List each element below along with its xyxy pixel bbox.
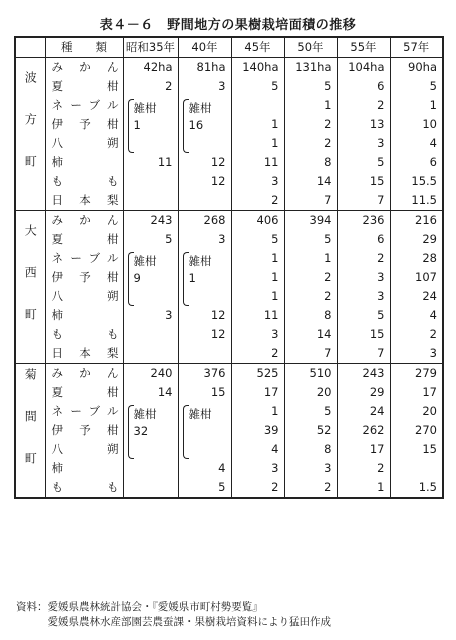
area-cell: 29 — [390, 230, 443, 249]
fruit-name: ネーブル — [45, 249, 123, 268]
area-cell: 236 — [337, 211, 390, 231]
area-cell: 7 — [337, 191, 390, 211]
area-cell: 2 — [284, 478, 337, 498]
zakkan-value: 1 — [133, 118, 141, 132]
area-cell: 1 — [284, 96, 337, 115]
area-cell: 394 — [284, 211, 337, 231]
header-year: 40年 — [178, 37, 231, 58]
area-cell: 131ha — [284, 58, 337, 78]
area-cell: 2 — [337, 459, 390, 478]
area-cell: 1 — [337, 478, 390, 498]
fruit-name: 八朔 — [45, 287, 123, 306]
area-cell: 140ha — [231, 58, 284, 78]
area-cell: 2 — [231, 191, 284, 211]
area-cell: 5 — [284, 230, 337, 249]
header-year: 昭和35年 — [123, 37, 178, 58]
area-cell: 5 — [231, 230, 284, 249]
area-cell: 1 — [231, 287, 284, 306]
zakkan-label: 雑柑 — [188, 101, 212, 115]
header-corner — [15, 37, 45, 58]
area-cell — [178, 402, 231, 459]
area-cell: 15 — [178, 383, 231, 402]
zakkan-label: 雑柑 — [133, 407, 157, 421]
area-cell: 7 — [284, 344, 337, 364]
area-cell: 15.5 — [390, 172, 443, 191]
area-cell: 4 — [390, 306, 443, 325]
area-cell — [178, 191, 231, 211]
area-cell — [123, 191, 178, 211]
fruit-name: 夏柑 — [45, 77, 123, 96]
area-cell: 20 — [284, 383, 337, 402]
area-cell: 1 — [231, 402, 284, 421]
header-year: 45年 — [231, 37, 284, 58]
fruit-name: 伊予柑 — [45, 268, 123, 287]
area-cell: 3 — [284, 459, 337, 478]
area-cell: 2 — [284, 134, 337, 153]
fruit-name: もも — [45, 172, 123, 191]
area-cell: 3 — [337, 287, 390, 306]
area-cell: 1 — [231, 268, 284, 287]
area-cell: 15 — [337, 172, 390, 191]
area-cell — [123, 344, 178, 364]
area-cell: 11.5 — [390, 191, 443, 211]
area-cell: 17 — [231, 383, 284, 402]
town-label: 菊間町 — [15, 364, 45, 499]
table-row — [15, 383, 443, 402]
area-cell: 12 — [178, 172, 231, 191]
area-cell: 270 — [390, 421, 443, 440]
area-cell: 5 — [284, 402, 337, 421]
source-footnote — [16, 600, 331, 630]
area-cell: 5 — [337, 153, 390, 172]
area-cell: 12 — [178, 306, 231, 325]
area-cell: 1 — [390, 96, 443, 115]
brace-mark — [128, 99, 134, 153]
fruit-name: みかん — [45, 58, 123, 78]
area-cell: 15 — [390, 440, 443, 459]
area-cell — [123, 325, 178, 344]
table-row — [15, 191, 443, 211]
area-cell: 2 — [231, 344, 284, 364]
area-cell: 11 — [231, 153, 284, 172]
area-cell — [123, 402, 178, 459]
zakkan-group — [134, 406, 157, 440]
area-cell: 7 — [284, 191, 337, 211]
table-row — [15, 58, 443, 78]
area-cell: 2 — [337, 249, 390, 268]
zakkan-value: 16 — [188, 118, 204, 132]
area-cell: 42ha — [123, 58, 178, 78]
area-cell: 240 — [123, 364, 178, 384]
fruit-name: みかん — [45, 211, 123, 231]
header-year: 57年 — [390, 37, 443, 58]
fruit-name: もも — [45, 478, 123, 498]
zakkan-group — [134, 253, 157, 287]
area-cell: 107 — [390, 268, 443, 287]
area-cell: 90ha — [390, 58, 443, 78]
area-cell: 3 — [231, 325, 284, 344]
fruit-name: もも — [45, 325, 123, 344]
fruit-name: みかん — [45, 364, 123, 384]
area-cell: 104ha — [337, 58, 390, 78]
fruit-name: ネーブル — [45, 96, 123, 115]
brace-mark — [183, 405, 189, 459]
brace-mark — [183, 252, 189, 306]
area-cell: 2 — [390, 325, 443, 344]
table-row — [15, 211, 443, 231]
zakkan-label: 雑柑 — [188, 407, 212, 421]
area-cell: 3 — [231, 172, 284, 191]
area-cell: 376 — [178, 364, 231, 384]
town-label: 波方町 — [15, 58, 45, 211]
zakkan-label: 雑柑 — [133, 101, 157, 115]
area-cell: 81ha — [178, 58, 231, 78]
area-cell: 3 — [178, 230, 231, 249]
area-cell — [123, 478, 178, 498]
area-cell: 5 — [231, 77, 284, 96]
fruit-name: 八朔 — [45, 134, 123, 153]
area-cell: 2 — [284, 268, 337, 287]
area-cell: 5 — [390, 77, 443, 96]
area-cell: 13 — [337, 115, 390, 134]
area-cell: 6 — [390, 153, 443, 172]
area-cell: 243 — [123, 211, 178, 231]
fruit-name: 八朔 — [45, 440, 123, 459]
area-cell: 243 — [337, 364, 390, 384]
area-cell — [390, 459, 443, 478]
area-cell — [178, 249, 231, 306]
zakkan-group — [189, 253, 212, 287]
area-cell: 406 — [231, 211, 284, 231]
table-row — [15, 230, 443, 249]
fruit-name: 柿 — [45, 153, 123, 172]
footnote-line: 資料：愛媛県農林統計協会・『愛媛県市町村勢要覧』 — [16, 601, 263, 613]
area-cell: 1 — [231, 134, 284, 153]
table-row — [15, 459, 443, 478]
area-cell: 1 — [231, 115, 284, 134]
table-row — [15, 249, 443, 268]
header-kind: 種 類 — [45, 37, 123, 58]
table-title: 表４－６ 野間地方の果樹栽培面積の推移 — [99, 18, 357, 33]
zakkan-value: 32 — [133, 424, 149, 438]
area-cell: 1 — [284, 249, 337, 268]
area-cell: 8 — [284, 440, 337, 459]
table-row — [15, 77, 443, 96]
zakkan-label: 雑柑 — [188, 254, 212, 268]
area-cell — [178, 344, 231, 364]
area-cell: 20 — [390, 402, 443, 421]
area-cell: 3 — [231, 459, 284, 478]
table-row — [15, 344, 443, 364]
area-cell: 15 — [337, 325, 390, 344]
area-cell: 3 — [337, 134, 390, 153]
area-cell: 510 — [284, 364, 337, 384]
header-year: 55年 — [337, 37, 390, 58]
area-cell: 2 — [231, 478, 284, 498]
area-cell: 14 — [284, 172, 337, 191]
area-cell: 52 — [284, 421, 337, 440]
area-cell: 3 — [337, 268, 390, 287]
brace-mark — [128, 405, 134, 459]
area-cell: 10 — [390, 115, 443, 134]
table-row — [15, 402, 443, 421]
area-cell — [123, 249, 178, 306]
fruit-name: 伊予柑 — [45, 115, 123, 134]
zakkan-value: 1 — [188, 271, 196, 285]
fruit-name: 日本梨 — [45, 191, 123, 211]
fruit-name: 夏柑 — [45, 230, 123, 249]
header-year: 50年 — [284, 37, 337, 58]
area-cell — [231, 96, 284, 115]
area-cell: 8 — [284, 153, 337, 172]
fruit-name: ネーブル — [45, 402, 123, 421]
area-cell: 5 — [178, 478, 231, 498]
area-cell — [123, 172, 178, 191]
area-cell: 14 — [123, 383, 178, 402]
area-cell: 17 — [337, 440, 390, 459]
area-cell: 2 — [284, 287, 337, 306]
area-cell: 5 — [337, 306, 390, 325]
area-cell: 17 — [390, 383, 443, 402]
area-cell — [178, 96, 231, 153]
area-cell: 28 — [390, 249, 443, 268]
area-cell: 12 — [178, 153, 231, 172]
fruit-name: 柿 — [45, 459, 123, 478]
area-cell: 6 — [337, 230, 390, 249]
area-cell: 2 — [123, 77, 178, 96]
area-cell: 7 — [337, 344, 390, 364]
brace-mark — [128, 252, 134, 306]
table-row — [15, 478, 443, 498]
area-cell: 8 — [284, 306, 337, 325]
area-cell: 1 — [231, 249, 284, 268]
area-cell: 6 — [337, 77, 390, 96]
area-cell: 4 — [231, 440, 284, 459]
footnote-line: 愛媛県農林水産部園芸農蚕課・果樹栽培資料により猛田作成 — [16, 616, 331, 628]
area-cell: 29 — [337, 383, 390, 402]
area-cell: 4 — [178, 459, 231, 478]
area-cell: 2 — [284, 115, 337, 134]
area-cell: 24 — [390, 287, 443, 306]
zakkan-label: 雑柑 — [133, 254, 157, 268]
area-cell: 11 — [231, 306, 284, 325]
area-cell: 39 — [231, 421, 284, 440]
area-cell: 279 — [390, 364, 443, 384]
area-cell: 5 — [123, 230, 178, 249]
area-cell: 216 — [390, 211, 443, 231]
zakkan-group — [189, 100, 212, 134]
area-cell: 3 — [390, 344, 443, 364]
area-cell: 1.5 — [390, 478, 443, 498]
area-cell: 2 — [337, 96, 390, 115]
area-cell: 24 — [337, 402, 390, 421]
zakkan-group — [189, 406, 212, 423]
zakkan-group — [134, 100, 157, 134]
table-row — [15, 364, 443, 384]
area-cell — [123, 459, 178, 478]
table-row — [15, 306, 443, 325]
area-cell: 3 — [123, 306, 178, 325]
area-cell: 4 — [390, 134, 443, 153]
fruit-name: 伊予柑 — [45, 421, 123, 440]
table-row — [15, 96, 443, 115]
area-cell: 12 — [178, 325, 231, 344]
fruit-name: 日本梨 — [45, 344, 123, 364]
fruit-name: 柿 — [45, 306, 123, 325]
area-cell: 11 — [123, 153, 178, 172]
header-row — [15, 37, 443, 58]
brace-mark — [183, 99, 189, 153]
table-row — [15, 172, 443, 191]
area-cell — [123, 96, 178, 153]
area-cell: 3 — [178, 77, 231, 96]
area-cell: 14 — [284, 325, 337, 344]
town-label: 大西町 — [15, 211, 45, 364]
area-cell: 262 — [337, 421, 390, 440]
area-cell: 525 — [231, 364, 284, 384]
area-cell: 5 — [284, 77, 337, 96]
table-row — [15, 325, 443, 344]
fruit-name: 夏柑 — [45, 383, 123, 402]
area-cell: 268 — [178, 211, 231, 231]
fruit-area-table — [14, 36, 444, 499]
zakkan-value: 9 — [133, 271, 141, 285]
table-row — [15, 153, 443, 172]
